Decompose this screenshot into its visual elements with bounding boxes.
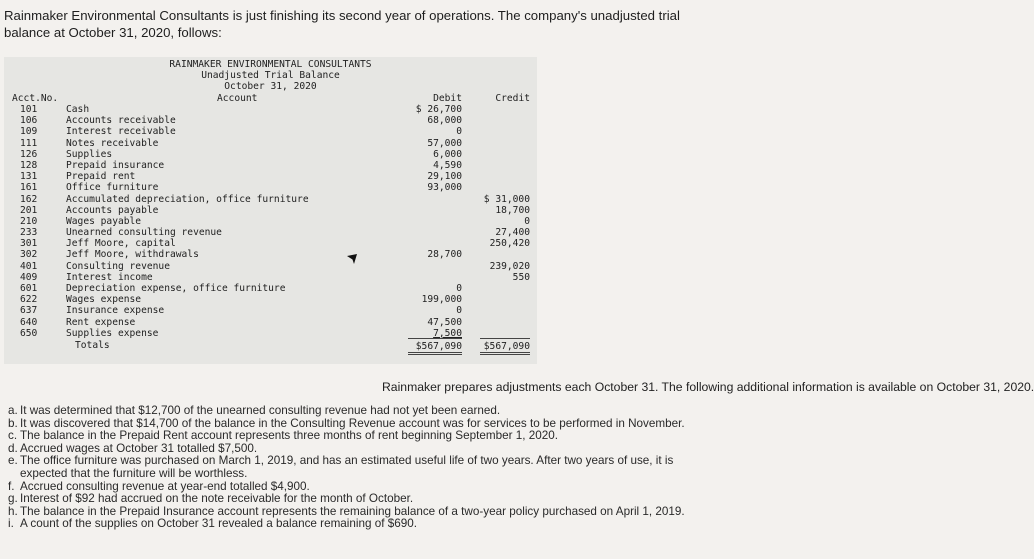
tb-account-cell: Accumulated depreciation, office furniture [66,193,309,205]
tb-debit-cell: 57,000 [427,137,462,149]
tb-debit-cell [400,227,462,238]
tb-debit-cell [400,272,462,283]
tb-account-cell: Jeff Moore, capital [66,238,176,250]
adjustment-list [8,405,698,531]
tb-credit-cell [474,294,530,305]
tb-account-cell: Unearned consulting revenue [66,227,222,239]
adjustment-item-text: Accrued wages at October 31 totalled $7,500. [20,441,258,455]
tb-no-cell: 622 [20,294,38,306]
tb-credit-cell [474,115,530,126]
tb-no-cell: 109 [20,126,38,138]
tb-no-cell: 161 [20,182,38,194]
adjustment-item-label: c. [8,429,18,443]
tb-credit-cell: 18,700 [495,204,530,216]
tb-debit-cell: 28,700 [427,249,462,261]
tb-credit-cell: 250,420 [489,238,530,250]
tb-debit-cell: 29,100 [427,171,462,183]
tb-credit-cell [474,182,530,193]
tb-debit-cell [400,205,462,216]
tb-no-cell: 409 [20,271,38,283]
trial-balance-table [4,57,537,364]
tb-date: October 31, 2020 [224,81,317,92]
adjustment-item-text: The office furniture was purchased on March 1, 2019, and has an estimated useful life of two years. After two years of use, it is expected that the furniture will be worthless. [20,454,674,480]
tb-debit-cell [400,238,462,249]
tb-credit-cell: 550 [512,271,530,283]
tb-credit-cell [474,160,530,171]
tb-account-cell: Accounts payable [66,204,159,216]
tb-credit-cell [474,126,530,137]
adjustment-item-label: d. [8,441,18,455]
tb-debit-cell: $ 26,700 [415,104,462,115]
tb-credit-cell [474,138,530,149]
tb-account-cell: Jeff Moore, withdrawals [66,249,199,261]
tb-totals-label: Totals [75,340,110,351]
tb-debit-cell: 4,590 [433,159,462,171]
adjustment-item-text: Accrued consulting revenue at year-end totalled $4,900. [20,479,310,493]
tb-credit-cell [474,149,530,160]
adjustment-item [8,455,698,480]
tb-no-cell: 131 [20,171,38,183]
tb-credit-cell [474,104,530,115]
tb-account-cell: Consulting revenue [66,260,170,272]
tb-account-cell: Cash [66,104,90,115]
tb-credit-cell: 27,400 [495,227,530,239]
adjustment-item-label: i. [8,517,14,531]
tb-no-cell: 301 [20,238,38,250]
adjustment-item-label: e. [8,454,18,468]
tb-no-cell: 162 [20,193,38,205]
tb-credit-cell [474,249,530,260]
tb-header-acct-no: Acct.No. [12,93,59,104]
tb-account-cell: Prepaid rent [66,171,136,183]
adjustment-item-label: f. [8,479,15,493]
tb-debit-cell [400,194,462,205]
tb-no-cell: 201 [20,204,38,216]
tb-credit-cell [474,283,530,294]
tb-debit-cell: 0 [456,126,462,138]
tb-debit-cell: 47,500 [427,316,462,328]
tb-debit-cell [400,216,462,227]
tb-credit-cell: 239,020 [489,260,530,272]
tb-account-column [66,104,309,339]
tb-debit-cell: 0 [456,283,462,294]
tb-credit-cell [474,317,530,328]
adjustment-item-text: The balance in the Prepaid Rent account represents three months of rent beginning September 1, 2020. [20,429,558,443]
adjustment-item-text: The balance in the Prepaid Insurance account represents the remaining balance of a two-year policy purchased on April 1, 2019. [20,504,685,518]
tb-account-cell: Insurance expense [66,305,165,317]
tb-no-cell: 111 [20,137,38,149]
tb-no-cell: 101 [20,104,38,115]
tb-header-credit: Credit [495,93,530,104]
tb-account-cell: Rent expense [66,316,136,328]
tb-debit-cell: 0 [456,305,462,317]
tb-account-cell: Supplies [66,148,113,160]
tb-credit-column [474,104,530,339]
tb-acct-no-column [20,104,37,339]
adjustment-item-text: It was discovered that $14,700 of the balance in the Consulting Revenue account was for services to be performed in November. [20,416,685,430]
tb-debit-column [400,104,462,339]
tb-account-cell: Accounts receivable [66,115,176,127]
tb-no-cell: 601 [20,283,38,294]
tb-no-cell: 650 [20,327,38,339]
tb-no-cell: 637 [20,305,38,317]
tb-no-cell: 210 [20,215,38,227]
tb-debit-cell: 68,000 [427,115,462,127]
tb-no-cell: 126 [20,148,38,160]
tb-account-cell: Prepaid insurance [66,159,165,171]
adjustment-item-text: It was determined that $12,700 of the unearned consulting revenue had not yet been earned. [20,404,501,417]
tb-debit-cell: 6,000 [433,148,462,160]
adjustment-item-label: g. [8,492,18,506]
problem-intro: Rainmaker Environmental Consultants is just finishing its second year of operations. The company's unadjusted trial balance at October 31, 2020, follows: [4,8,680,40]
tb-no-cell: 302 [20,249,38,261]
tb-account-cell: Wages payable [66,215,142,227]
tb-no-cell: 106 [20,115,38,127]
adjustment-item-label: h. [8,504,18,518]
tb-credit-cell: $ 31,000 [483,193,530,205]
tb-credit-cell: 0 [524,215,530,227]
tb-no-cell: 401 [20,260,38,272]
tb-debit-cell: 93,000 [427,182,462,194]
tb-header-account: Account [217,93,258,104]
adjustment-item-label: b. [8,416,18,430]
tb-header-debit: Debit [433,93,462,104]
adjustments-intro: Rainmaker prepares adjustments each October 31. The following additional information is available on October 31, 2020. [382,380,1034,394]
mouse-cursor-icon [346,253,358,265]
tb-account-cell: Wages expense [66,294,142,306]
tb-totals-debit: $567,090 [408,338,462,355]
tb-account-cell: Depreciation expense, office furniture [66,283,286,294]
adjustment-item [8,518,698,531]
tb-no-cell: 233 [20,227,38,239]
adjustment-item-text: A count of the supplies on October 31 revealed a balance remaining of $690. [20,517,417,531]
tb-company: RAINMAKER ENVIRONMENTAL CONSULTANTS [169,59,372,70]
tb-credit-cell [474,305,530,316]
tb-credit-cell [474,171,530,182]
tb-account-cell: Office furniture [66,182,159,194]
tb-debit-cell: 199,000 [421,294,462,306]
tb-debit-cell [400,261,462,272]
tb-no-cell: 128 [20,159,38,171]
tb-no-cell: 640 [20,316,38,328]
tb-title: Unadjusted Trial Balance [201,70,340,81]
adjustment-item-text: Interest of $92 had accrued on the note receivable for the month of October. [20,492,414,506]
tb-account-cell: Interest receivable [66,126,176,138]
tb-debit-cell: 7,500 [433,327,462,339]
tb-account-cell: Supplies expense [66,327,159,339]
adjustment-item-label: a. [8,404,18,417]
tb-totals-credit: $567,090 [480,338,530,355]
tb-account-cell: Notes receivable [66,137,159,149]
tb-account-cell: Interest income [66,271,153,283]
